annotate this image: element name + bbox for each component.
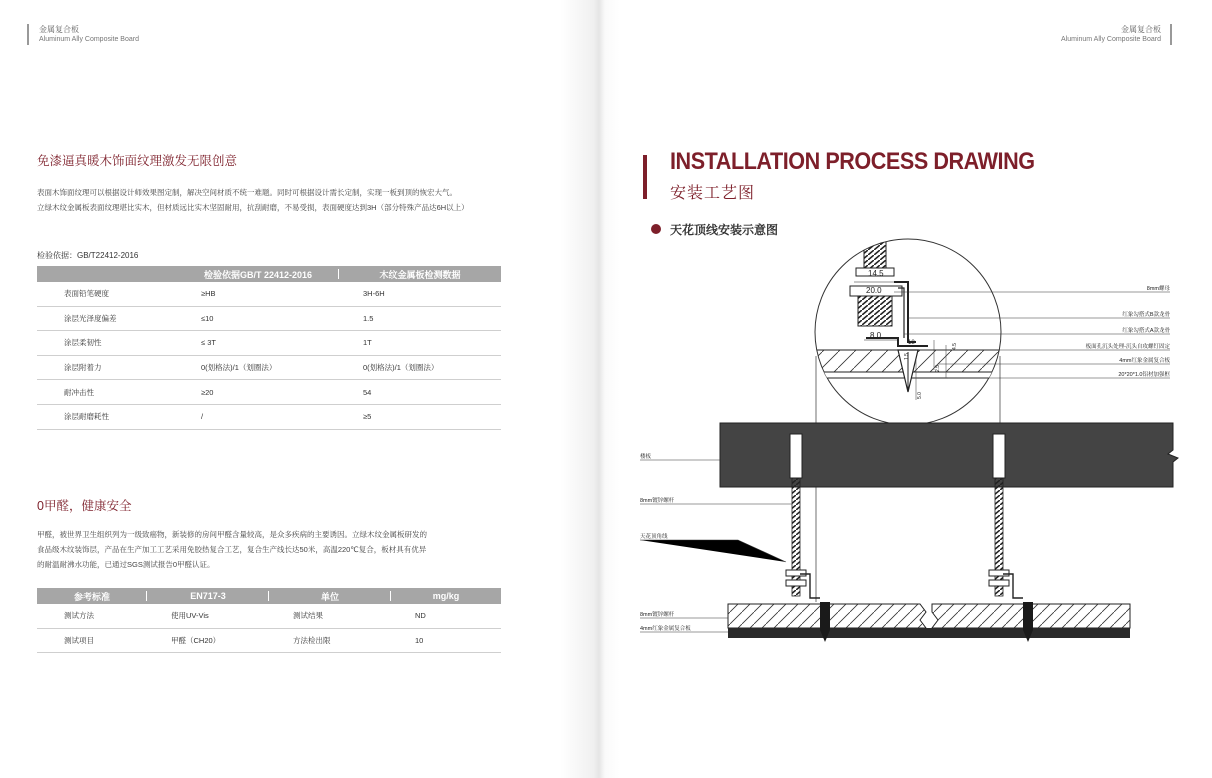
table-cell: /	[177, 404, 339, 429]
formaldehyde-table	[37, 588, 501, 653]
header-cn: 金属复合板	[39, 25, 79, 34]
table-cell: 0(划格法)/1（划圈法）	[339, 355, 501, 380]
dim-5-0: 5.0	[917, 392, 923, 399]
table-cell: ≥5	[339, 404, 501, 429]
table-row	[37, 306, 501, 331]
table-cell: ≥HB	[177, 282, 339, 306]
label-screw: 板面孔沉头处理-沉头自攻螺钉固定	[1085, 344, 1170, 350]
label-board-4mm: 4mm红象金属复合板	[1119, 358, 1170, 364]
table-cell: 涂层附着力	[37, 355, 177, 380]
label-angle-frame: 20*20*1.0铝材加强框	[1118, 372, 1170, 378]
table-cell: ≤10	[177, 306, 339, 331]
section1-paragraph	[37, 185, 507, 215]
table-header-cell: 参考标准	[37, 588, 147, 604]
table-cell: 涂层光泽度偏差	[37, 306, 177, 331]
label-rod-2: 8mm镀锌螺杆	[640, 612, 675, 618]
table-cell: 测试结果	[269, 604, 391, 628]
dim-8-0: 8.0	[870, 331, 882, 340]
table-cell: 涂层耐磨耗性	[37, 404, 177, 429]
test-basis: 检验依据：GB/T22412-2016	[37, 251, 139, 260]
installation-title-cn: 安装工艺图	[670, 185, 756, 202]
table-header-cell: EN717-3	[147, 588, 269, 604]
dim-4-5: 4.5	[952, 343, 958, 350]
header-cn: 金属复合板	[1121, 25, 1161, 34]
hardness-table	[37, 266, 501, 430]
table-header-cell: 检验依据GB/T 22412-2016	[177, 266, 339, 282]
table-cell: 表面铅笔硬度	[37, 282, 177, 306]
label-rod-1: 8mm镀锌螺杆	[640, 498, 675, 504]
table-row	[37, 282, 501, 306]
table-row	[37, 628, 501, 653]
table-header-cell: 单位	[269, 588, 391, 604]
table-cell: 54	[339, 380, 501, 405]
table-row	[37, 604, 501, 628]
dim-20-0: 20.0	[866, 286, 882, 295]
label-keel-b: 红象勾搭式B款龙骨	[1122, 312, 1170, 318]
table-cell: 0(划格法)/1（划圈法）	[177, 355, 339, 380]
table-cell: ≥20	[177, 380, 339, 405]
label-ceiling-line: 天花顶角线	[640, 534, 668, 540]
header-en: Aluminum Ally Composite Board	[1061, 36, 1161, 43]
section2-line-3: 的耐温耐沸水功能，已通过SGS测试报告0甲醛认证。	[37, 560, 215, 569]
installation-diagram	[598, 0, 1212, 778]
table-cell: ND	[391, 604, 501, 628]
table-cell: 1T	[339, 331, 501, 356]
table-cell: 3H-6H	[339, 282, 501, 306]
table-header-cell: mg/kg	[391, 588, 501, 604]
dim-18: 18	[908, 340, 915, 346]
table-row	[37, 355, 501, 380]
table-header-row	[37, 588, 501, 604]
dim-1-5: 1.5	[904, 353, 910, 360]
section1-line-1: 表面木饰面纹理可以根据设计师效果图定制，解决空间材质不统一难题。同时可根据设计需长定制，实现一板到顶的恢宏大气。	[37, 188, 457, 197]
book-spine-shadow	[560, 0, 620, 778]
page-header-left	[27, 24, 139, 45]
table-cell: 甲醛（CH20）	[147, 628, 269, 653]
right-page	[598, 0, 1212, 778]
dim-14-5: 14.5	[868, 269, 884, 278]
table-cell: 耐冲击性	[37, 380, 177, 405]
section2-title: 0甲醛，健康安全	[37, 499, 132, 513]
ceiling-diagram-subtitle: 天花顶线安装示意图	[670, 223, 779, 237]
table-cell: 测试项目	[37, 628, 147, 653]
detail-circle	[813, 238, 1003, 425]
installation-title-en: INSTALLATION PROCESS DRAWING	[670, 148, 1035, 175]
label-floor: 楼板	[640, 454, 652, 460]
dim-2-5: 2.5	[935, 365, 941, 372]
table-cell: 10	[391, 628, 501, 653]
section1-line-2: 立绿木纹金属板表面纹理堪比实木，但材质远比实木坚固耐用，抗刮耐磨，不易受损，表面硬度达到3H（部分特殊产品达6H以上）	[37, 203, 469, 212]
table-header-row	[37, 266, 501, 282]
header-en: Aluminum Ally Composite Board	[39, 36, 139, 43]
table-cell: 使用UV-Vis	[147, 604, 269, 628]
section1-title: 免漆逼真暖木饰面纹理激发无限创意	[37, 154, 238, 168]
section2-paragraph	[37, 527, 507, 572]
section2-line-1: 甲醛，被世界卫生组织列为一级致癌物，新装修的房间甲醛含量较高，是众多疾病的主要诱因。立绿木纹金属板研发的	[37, 530, 427, 539]
threaded-rod-left	[792, 478, 800, 596]
label-board-bottom: 4mm红象金属复合板	[640, 626, 691, 632]
left-page	[0, 0, 598, 778]
table-row	[37, 404, 501, 429]
label-keel-a: 红象勾搭式A款龙骨	[1122, 328, 1170, 334]
table-cell: ≤ 3T	[177, 331, 339, 356]
table-cell: 方法检出限	[269, 628, 391, 653]
section2-line-2: 食品级木纹装饰层，产品在生产加工工艺采用免胶热复合工艺，复合生产线长达50米，高温220℃复合，板材具有优异	[37, 545, 427, 554]
table-cell: 1.5	[339, 306, 501, 331]
label-nut: 8mm螺母	[1146, 286, 1170, 292]
floor-slab	[720, 423, 1178, 487]
ceiling-board	[728, 602, 1130, 642]
table-cell: 测试方法	[37, 604, 147, 628]
table-header-cell	[37, 266, 177, 282]
table-row	[37, 380, 501, 405]
table-header-cell: 木纹金属板检测数据	[339, 266, 501, 282]
table-cell: 涂层柔韧性	[37, 331, 177, 356]
table-row	[37, 331, 501, 356]
threaded-rod-right	[995, 478, 1003, 596]
